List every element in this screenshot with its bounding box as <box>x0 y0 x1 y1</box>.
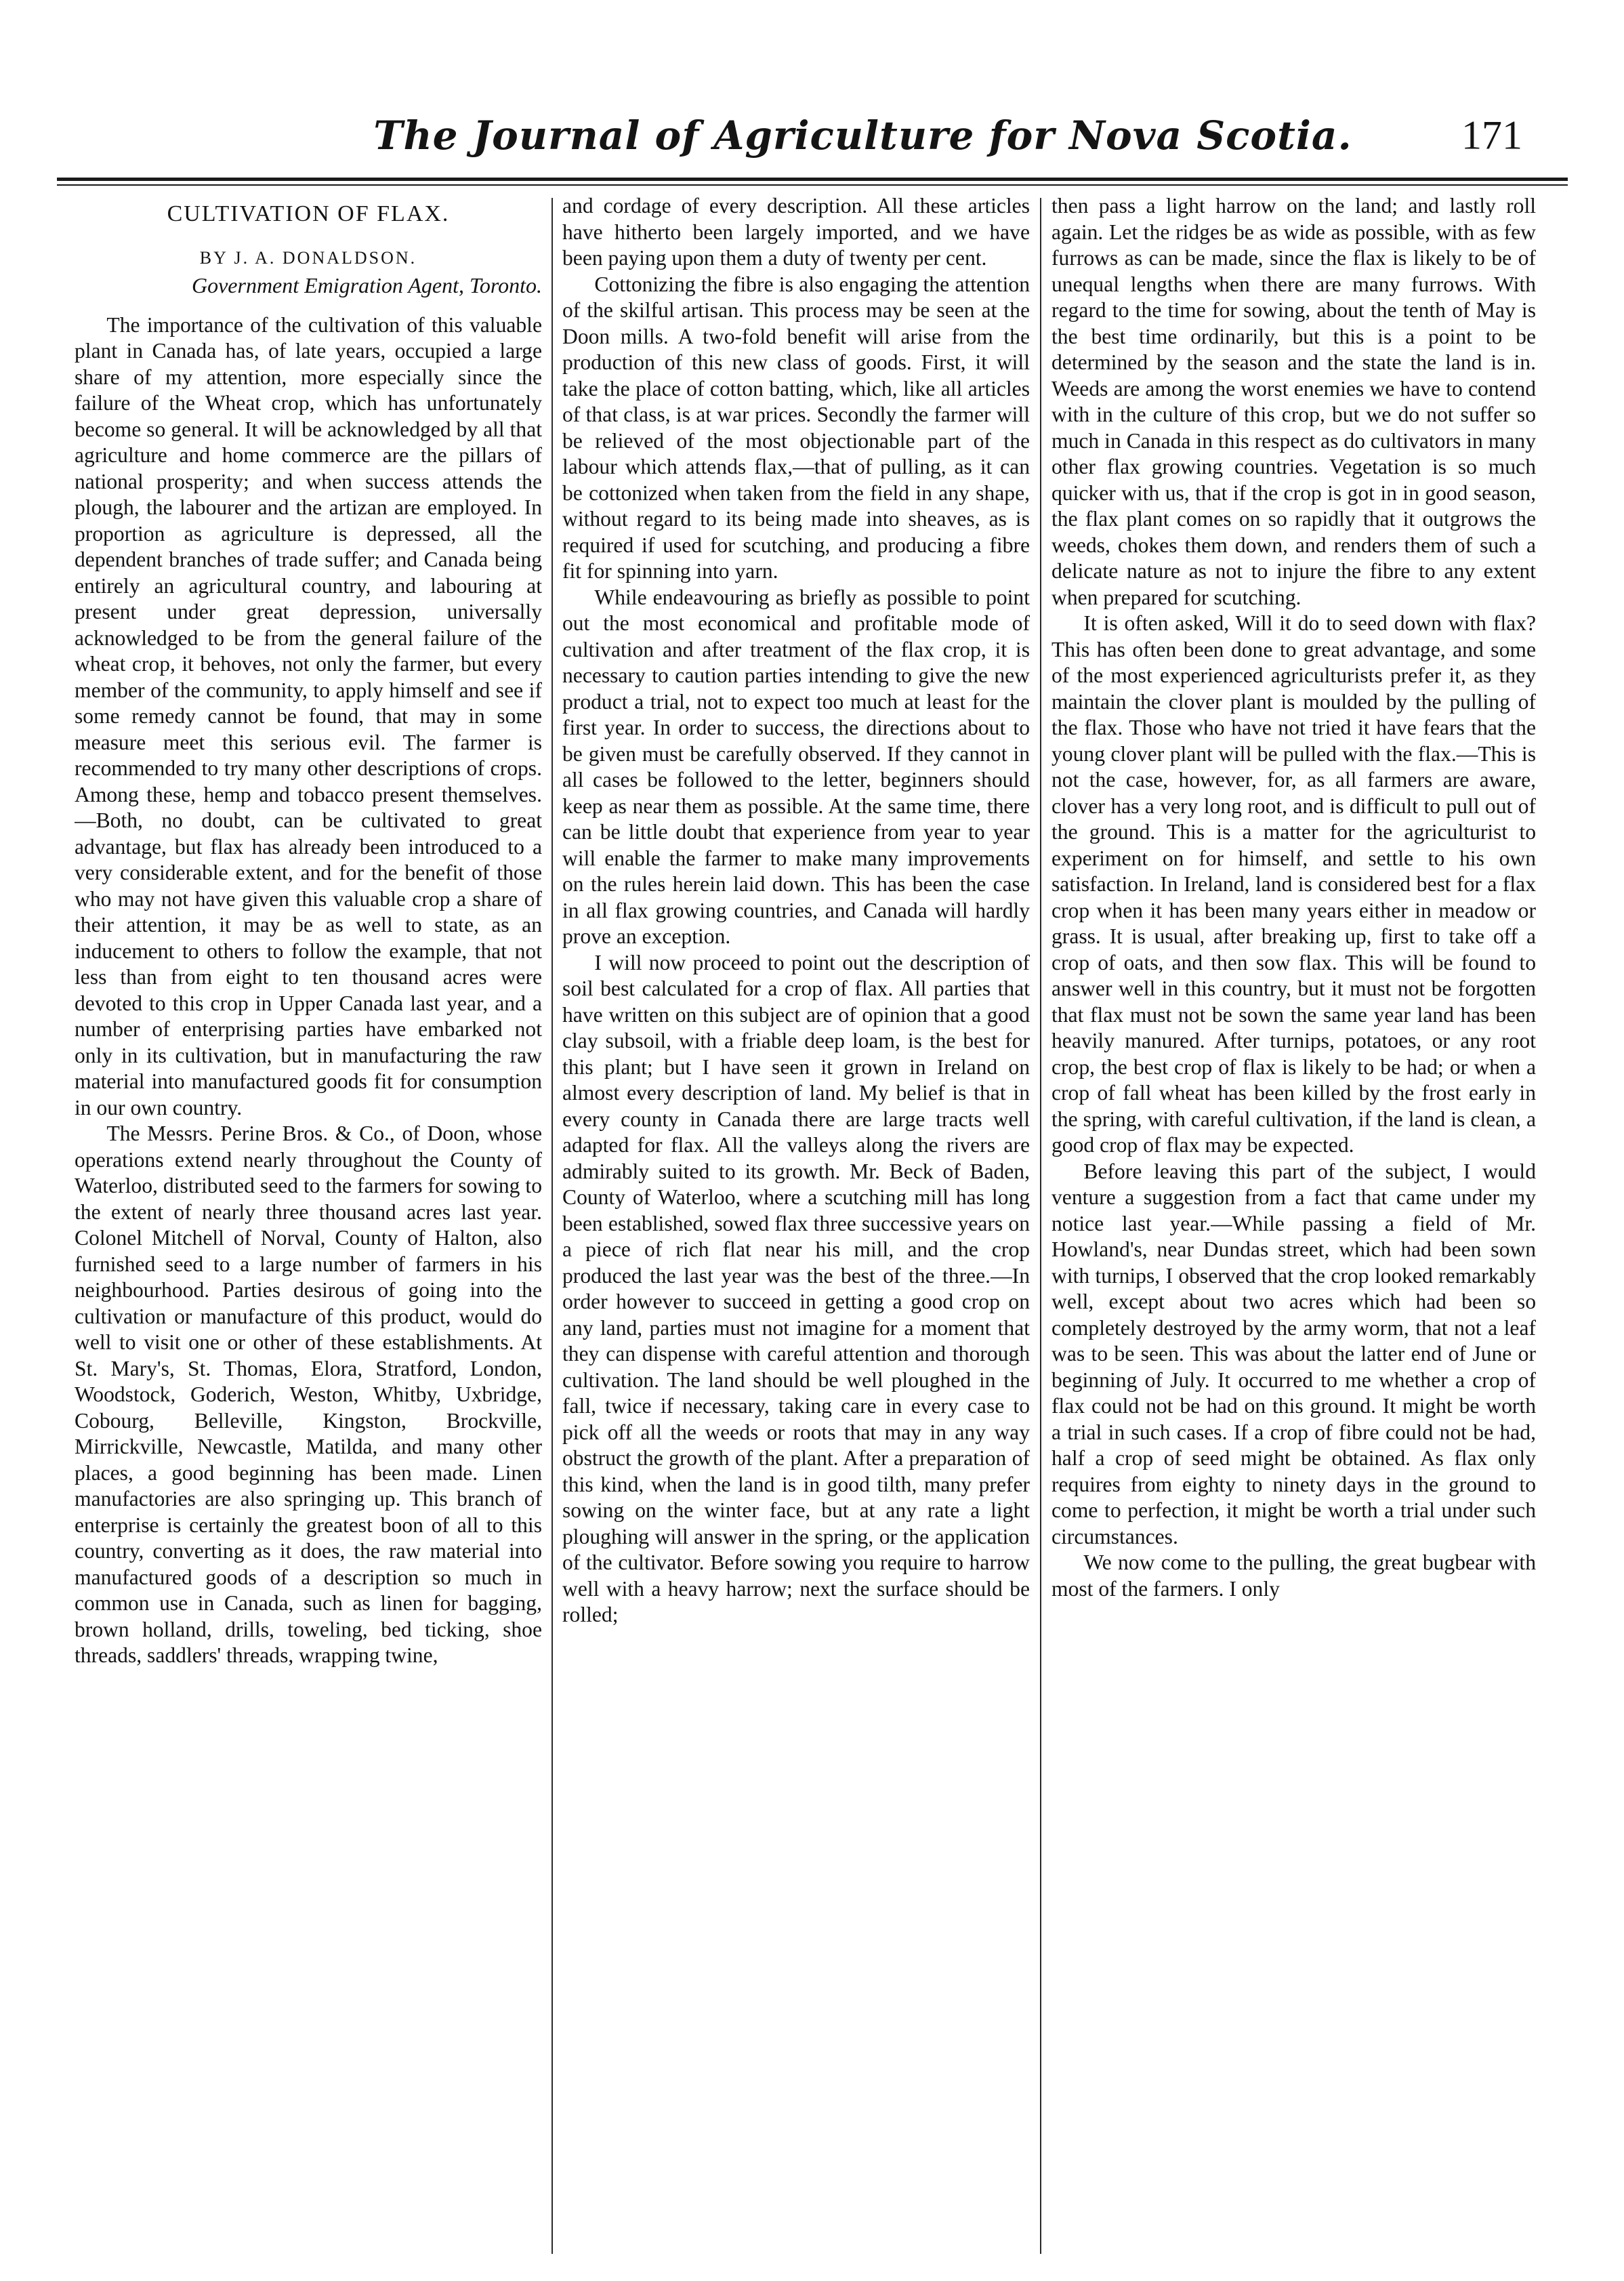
paragraph-continued: and cordage of every description. All these articles have hitherto been largely imported, and we have been paying upon them a duty of twenty per cent. <box>562 194 1030 270</box>
paragraph: We now come to the pulling, the great bugbear with most of the farmers. I only <box>1052 1550 1536 1601</box>
journal-title: The Journal of Agriculture for Nova Scotia. <box>373 112 1352 159</box>
column-divider-1 <box>551 198 553 2254</box>
paragraph: I will now proceed to point out the description of soil best calculated for a crop of flax. All parties that have written on this subject are of opinion that a good clay subsoil, with a friable deep loam, is the best for this plant; but I have seen it grown in Ireland on almost every description of land. My belief is that in every county in Canada there are large tracts well adapted for flax. All the valleys along the rivers are admirably suited to its growth. Mr. Beck of Baden, County of Waterloo, where a scutching mill has long been established, sowed flax three successive years on a piece of rich flat near his mill, and the crop produced the last year was the best of the three.—In order however to succeed in getting a good crop on any land, parties must not imagine for a moment that they can dispense with careful attention and thorough cultivation. The land should be well ploughed in the fall, twice if necessary, taking care in every case to pick off all the weeds or roots that may in any way obstruct the growth of the plant. After a preparation of this kind, when the land is in good tilth, many prefer sowing on the winter face, but at any rate a light ploughing will answer in the spring, or the application of the cultivator. Before sowing you require to harrow well with a heavy harrow; next the surface should be rolled; <box>562 950 1030 1626</box>
header-rule-thin <box>57 184 1568 186</box>
header-rule-thick <box>57 178 1568 181</box>
running-head <box>203 102 1522 169</box>
author-affiliation: Government Emigration Agent, Toronto. <box>191 273 542 297</box>
text-column-1 <box>75 193 542 2254</box>
article-title: CULTIVATION OF FLAX. <box>167 201 450 226</box>
paragraph: It is often asked, Will it do to seed down with flax? This has often been done to great advantage, and some of the most experienced agriculturists prefer it, as they maintain the clover plant is moulded by the pulling of the flax. Those who have not tried it have fears that the young clover plant will be pulled with the flax.—This is not the case, however, for, as all farmers are aware, clover has a very long root, and is difficult to pull out of the ground. This is a matter for the agriculturist to experiment on for himself, and settle to his own satisfaction. In Ireland, land is considered best for a flax crop when it has been many years either in meadow or grass. It is usual, after breaking up, first to take off a crop of oats, and then sow flax. This will be found to answer well in this country, but it must not be forgotten that flax must not be sown the same year land has been heavily manured. After turnips, potatoes, or any root crop, the best crop of flax is likely to be had; or when a crop of fall wheat has been killed by the frost early in the spring, with careful cultivation, if the land is clean, a good crop of flax may be expected. <box>1052 611 1536 1157</box>
paragraph: While endeavouring as briefly as possible to point out the most economical and profitable mode of cultivation and after treatment of the flax crop, it is necessary to caution parties intending to give the new product a trial, not to expect too much at least for the first year. In order to success, the directions about to be given must be carefully observed. If they cannot in all cases be followed to the letter, beginners should keep as near them as possible. At the same time, there can be little doubt that experience from year to year will enable the farmer to make many improvements on the rules herein laid down. This has been the case in all flax growing countries, and Canada will hardly prove an exception. <box>562 585 1030 948</box>
column-divider-2 <box>1040 198 1041 2254</box>
article-byline: BY J. A. DONALDSON. <box>199 247 417 268</box>
paragraph: Before leaving this part of the subject, I would venture a suggestion from a fact that came under my notice last year.—While passing a field of Mr. Howland's, near Dundas street, which had been sown with turnips, I observed that the crop looked remarkably well, except about two acres which had been so completely destroyed by the army worm, that not a leaf was to be seen. This was about the latter end of June or beginning of July. It occurred to me whether a crop of flax could not be had on this ground. It might be worth a trial in such cases. If a crop of fibre could not be had, half a crop of seed might be obtained. As flax only requires from eighty to ninety days in the ground to come to perfection, it might be worth a trial under such circumstances. <box>1052 1159 1536 1548</box>
paragraph-continued: then pass a light harrow on the land; and lastly roll again. Let the ridges be as wide as possible, with as few furrows as can be made, since the flax is likely to be of unequal lengths when there are many furrows. With regard to the time for sowing, about the tenth of May is the best time ordinarily, but this is a point to be determined by the season and the state the land is in. Weeds are among the worst enemies we have to contend with in the culture of this crop, but we do not suffer so much in Canada in this respect as do cultivators in many other flax growing countries. Vegetation is so much quicker with us, that if the crop is got in in good season, the flax plant comes on so rapidly that it outgrows the weeds, chokes them down, and renders them of such a delicate nature as not to injure the fibre to any extent when prepared for scutching. <box>1052 194 1536 609</box>
text-column-3 <box>1052 193 1536 2254</box>
page-number: 171 <box>1461 112 1522 158</box>
paragraph: The Messrs. Perine Bros. & Co., of Doon, whose operations extend nearly throughout the County of Waterloo, distributed seed to the farmers for sowing to the extent of nearly three thousand acres last year. Colonel Mitchell of Norval, County of Halton, also furnished seed to a large number of farmers in his neighbourhood. Parties desirous of going into the cultivation or manufacture of this product, would do well to visit one or other of these establishments. At St. Mary's, St. Thomas, Elora, Stratford, London, Woodstock, Goderich, Weston, Whitby, Uxbridge, Cobourg, Belleville, Kingston, Brockville, Mirrickville, Newcastle, Matilda, and many other places, a good beginning has been made. Linen manufactories are also springing up. This branch of enterprise is certainly the greatest boon of all to this country, converting as it does, the raw material into manufactured goods of a description so much in common use in Canada, such as linen for bagging, brown holland, drills, toweling, bed ticking, shoe threads, saddlers' threads, wrapping twine, <box>75 1122 542 1667</box>
paragraph: Cottonizing the fibre is also engaging the attention of the skilful artisan. This process may be seen at the Doon mills. A two-fold benefit will arise from the production of this new class of goods. First, it will take the place of cotton batting, which, like all articles of that class, is at war prices. Secondly the farmer will be relieved of the most objectionable part of the labour which attends flax,—that of pulling, as it can be cottonized when taken from the field in any shape, without regard to its being made into sheaves, as is required if used for scutching, and producing a fibre fit for spinning into yarn. <box>562 272 1030 583</box>
paragraph: The importance of the cultivation of this valuable plant in Canada has, of late years, occupied a large share of my attention, more especially since the failure of the Wheat crop, which has unfortunately become so general. It will be acknowledged by all that agriculture and home commerce are the pillars of national prosperity; and when success attends the plough, the labourer and the artizan are employed. In proportion as agriculture is depressed, all the dependent branches of trade suffer; and Canada being entirely an agricultural country, and labouring at present under great depression, universally acknowledged to be from the general failure of the wheat crop, it behoves, not only the farmer, but every member of the community, to apply himself and see if some remedy cannot be found, that may in some measure meet this serious evil. The farmer is recommended to try many other descriptions of crops. Among these, hemp and tobacco present themselves.—Both, no doubt, can be cultivated to great advantage, but flax has already been introduced to a very considerable extent, and for the benefit of those who may not have given this valuable crop a share of their attention, it may be as well to state, as an inducement to others to follow the example, that not less than from eight to ten thousand acres were devoted to this crop in Upper Canada last year, and a number of enterprising parties have embarked not only in its cultivation, but in manufacturing the raw material into manufactured goods fit for consumption in our own country. <box>75 312 542 1119</box>
text-column-2 <box>562 193 1030 2254</box>
